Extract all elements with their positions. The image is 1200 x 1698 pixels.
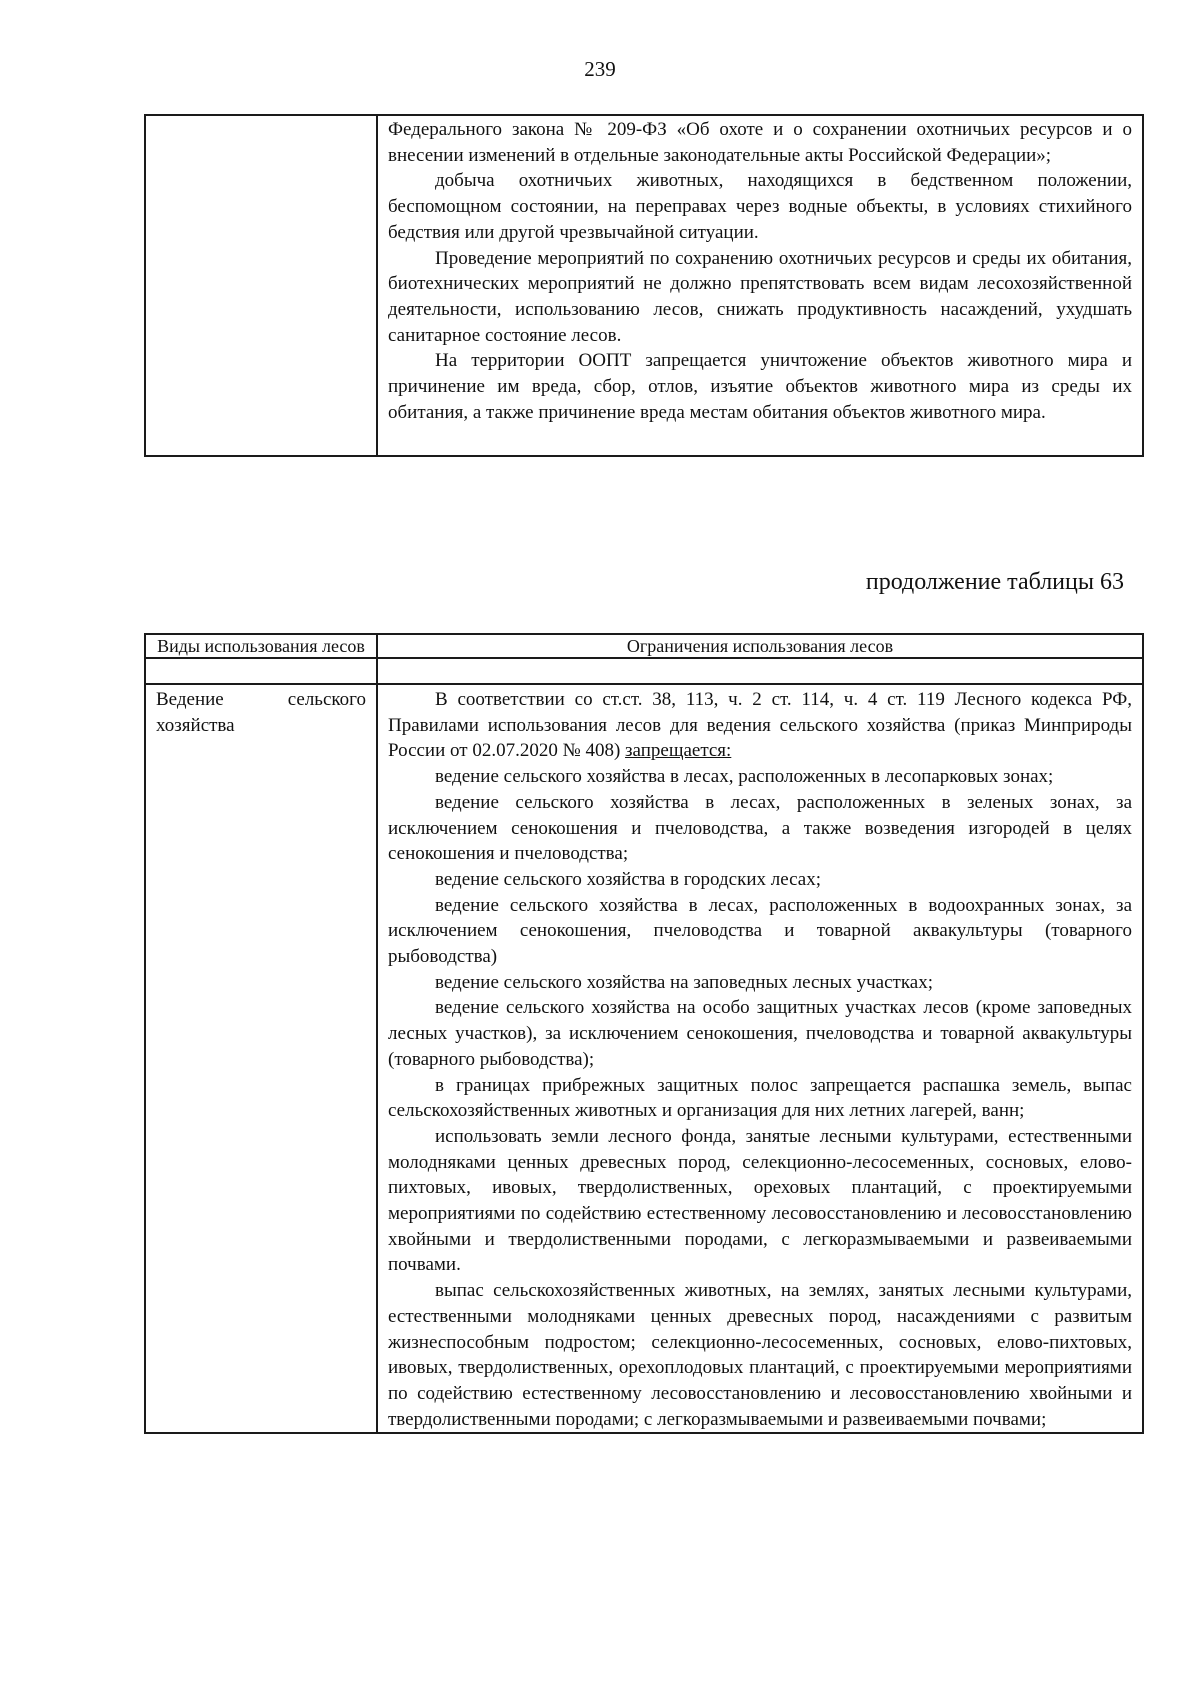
paragraph: Федерального закона № 209-ФЗ «Об охоте и о сохранении охотничьих ресурсов и о внесении изменений в отдельные законодательные акты Российской Федерации»; [388, 119, 1132, 166]
list-item: ведение сельского хозяйства в лесах, расположенных в лесопарковых зонах; [435, 766, 1054, 788]
page-number: 239 [584, 57, 616, 81]
table-header-row [145, 634, 1143, 658]
paragraph: добыча охотничьих животных, находящихся в бедственном положении, беспомощном состоянии, на переправах через водные объекты, в условиях стихийного бедствия или другой чрезвычайной ситуации. [388, 170, 1132, 243]
intro-text: В соответствии со ст.ст. 38, 113, ч. 2 ст. 114, ч. 4 ст. 119 Лесного кодекса РФ, Правилами использования лесов для ведения сельского хозяйства (приказ Минприроды России от 02.07.2020 № 408) [388, 689, 1132, 762]
list-item: в границах прибрежных защитных полос запрещается распашка земель, выпас сельскохозяйственных животных и организация для них летних лагерей, ванн; [388, 1074, 1132, 1122]
table-row [145, 658, 1143, 684]
empty-cell [145, 658, 377, 684]
restrictions-table [144, 633, 1144, 1434]
top-table [144, 114, 1144, 457]
empty-kind-cell [145, 115, 377, 456]
list-item: ведение сельского хозяйства на заповедных лесных участках; [435, 971, 933, 993]
restrictions-cell [377, 684, 1143, 1433]
list-item: ведение сельского хозяйства в городских лесах; [435, 868, 822, 890]
empty-cell [377, 658, 1143, 684]
table-row [145, 684, 1143, 1433]
list-item: ведение сельского хозяйства в лесах, расположенных в водоохранных зонах, за исключением сенокошения, пчеловодства и товарной аквакультуры (товарного рыбоводства) [388, 894, 1132, 968]
forest-use-kind-cell [145, 684, 377, 1433]
list-item: выпас сельскохозяйственных животных, на землях, занятых лесными культурами, естественными молодняками ценных древесных пород, насаждениями с развитым жизнеспособным подростом; селекционно-лесосеменных, сосновых, елово-пихтовых, ивовых, твердолиственных, орехоплодовых плантаций, с проектируемыми мероприятиями по содействию естественному лесовосстановлению и лесовосстановлению хвойными и твердолиственными породами; с легкоразмываемыми и развеиваемыми почвами; [388, 1280, 1132, 1430]
paragraph: На территории ООПТ запрещается уничтожение объектов животного мира и причинение им вреда, сбор, отлов, изъятие объектов животного мира из среды их обитания, а также причинение вреда местам обитания объектов животного мира. [388, 350, 1132, 423]
list-item: ведение сельского хозяйства на особо защитных участках лесов (кроме заповедных лесных участков), за исключением сенокошения, пчеловодства и товарной аквакультуры (товарного рыбоводства); [388, 997, 1132, 1070]
list-item: использовать земли лесного фонда, занятые лесными культурами, естественными молодняками ценных древесных пород, селекционно-лесосеменных, сосновых, елово-пихтовых, ивовых, твердолиственных, ореховых плантаций, с проектируемыми мероприятиями по содействию естественному лесовосстановлению и лесовосстановлению хвойными и твердолиственными породами, с легкоразмываемыми и развеиваемыми почвами. [388, 1125, 1132, 1276]
list-item: ведение сельского хозяйства в лесах, расположенных в зеленых зонах, за исключением сенокошения и пчеловодства, а также возведения изгородей в целях сенокошения и пчеловодства; [388, 791, 1132, 865]
prohibited-label: запрещается: [625, 740, 732, 762]
intro-paragraph [388, 687, 1132, 764]
header-forest-use-kind: Виды использования лесов [145, 634, 377, 658]
paragraph: Проведение мероприятий по сохранению охотничьих ресурсов и среды их обитания, биотехнических мероприятий не должно препятствовать всем видам лесохозяйственной деятельности, использованию лесов, снижать продуктивность насаждений, ухудшать санитарное состояние лесов. [388, 247, 1132, 346]
header-restrictions: Ограничения использования лесов [377, 634, 1143, 658]
forest-use-kind: Ведение сельского хозяйства [156, 689, 366, 736]
table-caption: продолжение таблицы 63 [865, 569, 1124, 595]
restrictions-cell [377, 115, 1143, 456]
table-row [145, 115, 1143, 456]
